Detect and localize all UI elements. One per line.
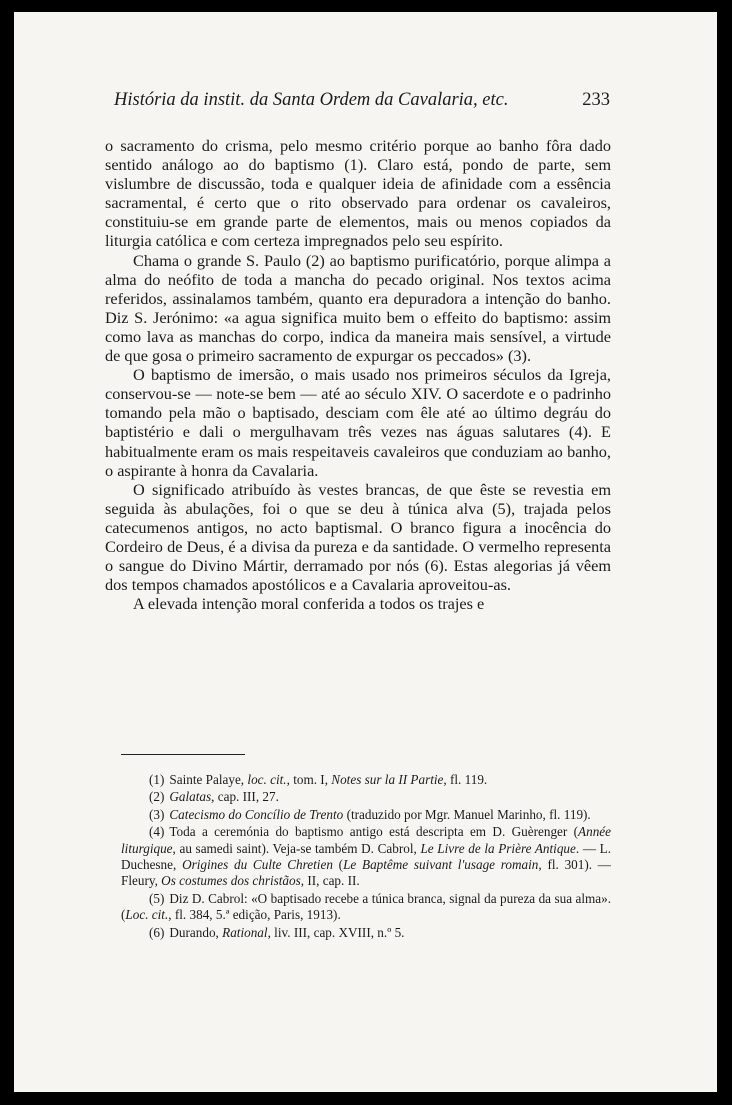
footnote-marker: (3) [149,806,165,822]
running-head [114,88,610,112]
book-page [14,12,717,1092]
footnote [121,891,611,924]
footnote-text: Sainte Palaye, loc. cit., tom. I, Notes sur la II Partie, fl. 119. [169,772,488,787]
body-text [105,136,611,613]
footnote-text: Galatas, cap. III, 27. [169,789,279,805]
paragraph: A elevada intenção moral conferida a todos os trajes e [133,594,485,614]
page-number: 233 [582,90,610,110]
footnote-text: Catecismo do Concílio de Trento (traduzido por Mgr. Manuel Marinho, fl. 119). [169,806,591,822]
paragraph: O baptismo de imersão, o mais usado nos primeiros séculos da Igreja, conservou-se — note-se bem — até ao século XIV. O sacerdote e o padrinho tomando pela mão o baptisado, desciam com êle até ao último degráu do baptistério e dali o mergulhavam três vezes nas águas salutares (4). E habitualmente eram os mais respeitaveis cavaleiros que conduziam ao banho, o aspirante à honra da Cavalaria. [105,365,611,480]
footnote-marker: (5) [149,890,165,906]
footnote-rule [121,754,245,755]
footnote-text: Durando, Rational, liv. III, cap. XVIII, n.º 5. [169,924,405,940]
footnote-text: Toda a ceremónia do baptismo antigo está descripta em D. Guèrenger (Année liturgique, au samedi saint). Veja-se também D. Cabrol, Le Livre de la Prière Antique. — L. Duchesne, Origines du Culte Chretien (Le Baptême suivant l'usage romain, fl. 301). — Fleury, Os costumes dos christãos, II, cap. II. [121,824,611,889]
paragraph: Chama o grande S. Paulo (2) ao baptismo purificatório, porque alimpa a alma do neófito de toda a mancha do pecado original. Nos textos acima referidos, assinalamos também, quanto era depuradora a intenção do banho. Diz S. Jerónimo: «a agua significa muito bem o effeito do baptismo: assim como lava as manchas do corpo, indica da maneira mais sensível, a virtude de que gosa o primeiro sacramento de expurgar os peccados» (3). [105,250,611,366]
footnote [121,925,611,941]
footnote [121,789,611,805]
footnotes [121,772,611,942]
footnote [121,807,611,823]
footnote-text: Diz D. Cabrol: «O baptisado recebe a túnica branca, signal da pureza da sua alma». (Loc. cit., fl. 384, 5.ª edição, Paris, 1913). [121,890,611,923]
running-title: História da instit. da Santa Ordem da Cavalaria, etc. [114,90,509,110]
footnote-marker: (1) [149,772,165,787]
footnote-marker: (2) [149,789,165,805]
footnote-marker: (4) [149,824,165,840]
footnote-marker: (6) [149,924,165,940]
paragraph: o sacramento do crisma, pelo mesmo critério porque ao banho fôra dado sentido análogo ao do baptismo (1). Claro está, pondo de parte, sem vislumbre de discussão, toda e qualquer ideia de afinidade com a essência sacramental, é certo que o rito observado para ordenar os cavaleiros, constituiu-se em grande parte de elementos, mais ou menos copiados da liturgia católica e com certeza impregnados pelo seu espírito. [105,136,611,251]
footnote [121,824,611,890]
paragraph: O significado atribuído às vestes brancas, de que êste se revestia em seguida às abulações, foi o que se deu à túnica alva (5), trajada pelos catecumenos antigos, no acto baptismal. O branco figura a inocência do Cordeiro de Deus, é a divisa da pureza e da santidade. O vermelho representa o sangue do Divino Mártir, derramado por nós (6). Estas alegorias já vêem dos tempos chamados apostólicos e a Cavalaria aproveitou-as. [105,479,611,595]
footnote [121,772,611,788]
